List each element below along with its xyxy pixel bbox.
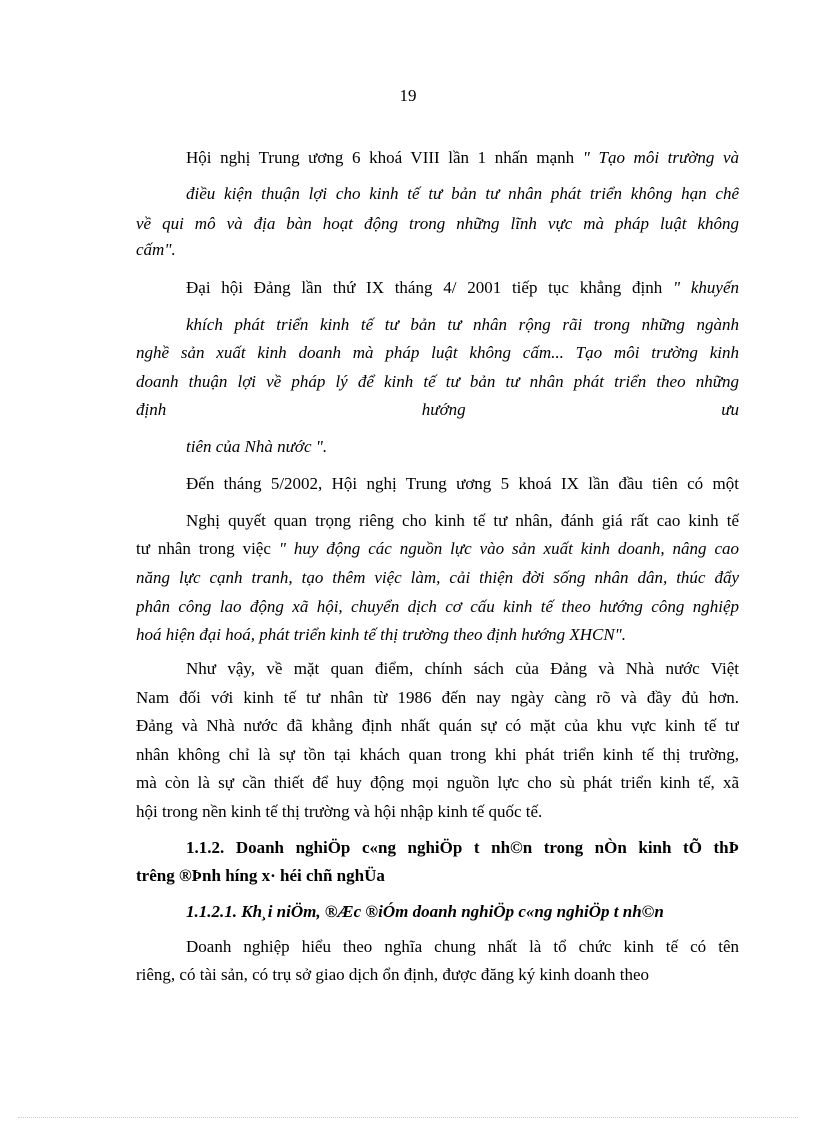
text-span: tư nhân trong việc	[136, 539, 279, 558]
paragraph-line	[136, 400, 739, 420]
paragraph-line: Đảng và Nhà nước đã khẳng định nhất quán sự có mặt của khu vực kinh tế tư	[136, 716, 739, 735]
paragraph-line	[186, 278, 739, 298]
paragraph-line: phân công lao động xã hội, chuyển dịch cơ cấu kinh tế theo hướng công nghiệp	[136, 597, 739, 616]
quote-span: " khuyến	[672, 278, 739, 297]
paragraph-line: tiên của Nhà nước ".	[186, 437, 328, 456]
paragraph-line: điều kiện thuận lợi cho kinh tế tư bản tư nhân phát triển không hạn chế	[186, 184, 739, 203]
paragraph-line: cấm".	[136, 240, 176, 259]
word: hướng	[421, 400, 466, 419]
section-heading: trêng ®Þnh híng x· héi chñ nghÜa	[136, 866, 385, 885]
paragraph-line: Như vậy, về mặt quan điểm, chính sách của Đảng và Nhà nước Việt	[186, 659, 739, 678]
quote-span: " huy động các nguồn lực vào sản xuất kinh doanh, nâng cao	[278, 539, 739, 558]
word: định	[136, 400, 167, 419]
paragraph-line: Đến tháng 5/2002, Hội nghị Trung ương 5 khoá IX lần đầu tiên có một	[186, 474, 739, 493]
section-heading: 1.1.2. Doanh nghiÖp c«ng nghiÖp t nh©n trong nÒn kinh tÕ thÞ	[186, 838, 739, 857]
paragraph-line: về qui mô và địa bàn hoạt động trong những lĩnh vực mà pháp luật không	[136, 214, 739, 233]
text-span: Đại hội Đảng lần thứ IX tháng 4/ 2001 tiếp tục khẳng định	[186, 278, 673, 297]
paragraph-line: khích phát triển kinh tế tư bản tư nhân rộng rãi trong những ngành	[186, 315, 739, 334]
paragraph-line: mà còn là sự cần thiết để huy động mọi nguồn lực cho sù phát triển kinh tế, xã	[136, 773, 739, 792]
paragraph-line: Nam đối với kinh tế tư nhân từ 1986 đến nay ngày càng rõ và đầy đủ hơn.	[136, 688, 739, 707]
subsection-heading: 1.1.2.1. Kh¸i niÖm, ®Æc ®iÓm doanh nghiÖp c«ng nghiÖp t nh©n	[186, 902, 664, 921]
paragraph-line: riêng, có tài sản, có trụ sở giao dịch ổn định, được đăng ký kinh doanh theo	[136, 965, 650, 984]
quote-span: " Tạo môi trường và	[582, 148, 739, 167]
paragraph-line: Nghị quyết quan trọng riêng cho kinh tế tư nhân, đánh giá rất cao kinh tế	[186, 511, 739, 530]
paragraph-line: nhân không chỉ là sự tồn tại khách quan trong khi phát triển kinh tế thị trường,	[136, 745, 739, 764]
paragraph-line: nghề sản xuất kinh doanh mà pháp luật không cấm... Tạo môi trường kinh	[136, 343, 739, 362]
page-bottom-border	[18, 1117, 798, 1118]
paragraph-line	[136, 539, 739, 559]
paragraph-line: doanh thuận lợi về pháp lý để kinh tế tư bản tư nhân phát triển theo những	[136, 372, 739, 391]
paragraph-line: Doanh nghiệp hiểu theo nghĩa chung nhất là tổ chức kinh tế có tên	[186, 937, 739, 956]
text-span: Hội nghị Trung ương 6 khoá VIII lần 1 nhấn mạnh	[186, 148, 583, 167]
paragraph-line: hội trong nền kinh tế thị trường và hội nhập kinh tế quốc tế.	[136, 802, 543, 821]
page-number: 19	[399, 86, 417, 105]
word: ưu	[721, 400, 739, 419]
paragraph-line: năng lực cạnh tranh, tạo thêm việc làm, cải thiện đời sống nhân dân, thúc đẩy	[136, 568, 739, 587]
paragraph-line: hoá hiện đại hoá, phát triển kinh tế thị trường theo định hướng XHCN".	[136, 625, 627, 644]
paragraph-line	[186, 148, 739, 168]
